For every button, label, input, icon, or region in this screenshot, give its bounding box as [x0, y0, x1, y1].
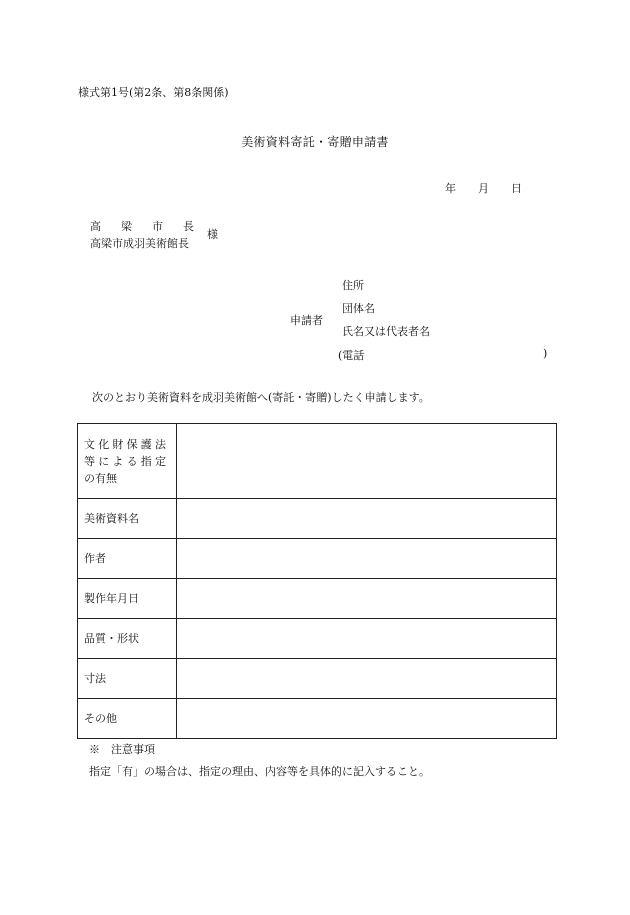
artwork-name-value-cell[interactable]	[177, 499, 557, 539]
artist-value-cell[interactable]	[177, 539, 557, 579]
designation-value-cell[interactable]	[177, 424, 557, 499]
addressee-mayor	[90, 218, 194, 234]
addressee-char: 梁	[121, 220, 132, 233]
notes-heading: ※ 注意事項	[89, 743, 155, 756]
applicant-label: 申請者	[290, 314, 323, 327]
date-month: 月	[478, 182, 489, 195]
designation-label-line: の有無	[84, 471, 117, 485]
table-row	[78, 539, 557, 579]
designation-label-line: 文化財保護法	[84, 437, 166, 451]
material-shape-value-cell[interactable]	[177, 619, 557, 659]
table-row	[78, 424, 557, 499]
application-form-table	[77, 423, 557, 739]
dimensions-label: 寸法	[78, 659, 177, 699]
date-line	[445, 180, 522, 196]
table-row	[78, 499, 557, 539]
table-row	[78, 659, 557, 699]
addressee-char: 長	[183, 220, 194, 233]
applicant-name-label: 氏名又は代表者名	[342, 325, 430, 338]
date-year: 年	[445, 182, 456, 195]
designation-label	[78, 424, 177, 499]
addressee-museum-director: 高梁市成羽美術館長	[90, 237, 189, 250]
table-row	[78, 619, 557, 659]
other-value-cell[interactable]	[177, 699, 557, 739]
document-title: 美術資料寄託・寄贈申請書	[241, 135, 389, 149]
designation-label-line: 等による指定	[84, 454, 166, 468]
other-label: その他	[78, 699, 177, 739]
applicant-phone-close: )	[543, 347, 548, 360]
material-shape-label: 品質・形状	[78, 619, 177, 659]
addressee-char: 市	[152, 220, 163, 233]
table-row	[78, 579, 557, 619]
artist-label: 作者	[78, 539, 177, 579]
addressee-honorific: 様	[207, 228, 218, 241]
notes-body: 指定「有」の場合は、指定の理由、内容等を具体的に記入すること。	[89, 765, 430, 778]
dimensions-value-cell[interactable]	[177, 659, 557, 699]
artwork-name-label: 美術資料名	[78, 499, 177, 539]
applicant-phone-label: (電話	[338, 349, 365, 362]
application-statement: 次のとおり美術資料を成羽美術館へ(寄託・寄贈)したく申請します。	[92, 391, 430, 404]
applicant-organization-label: 団体名	[342, 302, 375, 315]
date-day: 日	[511, 182, 522, 195]
applicant-address-label: 住所	[342, 279, 364, 292]
production-date-value-cell[interactable]	[177, 579, 557, 619]
addressee-char: 高	[90, 220, 101, 233]
production-date-label: 製作年月日	[78, 579, 177, 619]
form-number: 様式第1号(第2条、第8条関係)	[78, 86, 229, 99]
table-row	[78, 699, 557, 739]
